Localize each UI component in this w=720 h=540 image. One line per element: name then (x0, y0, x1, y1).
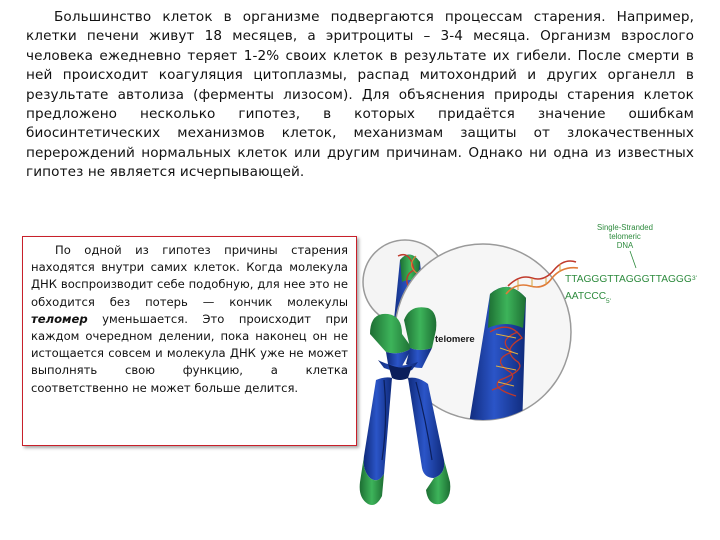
label-pointer (630, 251, 636, 268)
telomere-hypothesis-box (22, 236, 357, 446)
telomere-term: теломер (31, 311, 88, 326)
single-stranded-label-line3: DNA (616, 241, 634, 250)
telomere-hypothesis-text: По одной из гипотез причины старения находятся внутри самих клеток. Когда молекула ДНК воспроизводит себе подобную, для нее это не обходится без потерь — кончик молекулы теломер уменьшается. Это происходит при каждом очередном делении, пока наконец он не истощается совсем и молекула ДНК уже не может выполнять свою функцию, а клетка соответственно не может больше делится. (31, 243, 348, 395)
prime-5-label: 5' (606, 298, 611, 305)
single-stranded-label-line2: telomeric (609, 232, 641, 241)
sequence-top-strand: TTAGGGTTAGGGTTAGGG (565, 274, 692, 285)
prime-3-label: 3' (692, 275, 697, 282)
main-paragraph: Большинство клеток в организме подвергаются процессам старения. Например, клетки печени живут 18 месяцев, а эритроциты – 3-4 месяца. Организм взрослого человека ежедневно теряет 1-2% своих клеток в результате их гибели. После смерти в ней происходит коагуляция цитоплазмы, распад митохондрий и других органелл в результате автолиза (ферменты лизосом). Для объяснения природы старения клеток предложено несколько гипотез, в которых придаётся значение ошибкам биосинтетических механизмов клеток, механизмам защиты от злокачественных перерождений нормальных клеток или другим причинам. Однако ни одна из известных гипотез не является исчерпывающей. (26, 9, 694, 181)
chromosome-telomere-illustration (340, 220, 712, 532)
telomere-label: telomere (435, 334, 475, 345)
sequence-bottom-strand: AATCCC (565, 291, 607, 302)
single-stranded-label-line1: Single-Stranded (597, 223, 653, 232)
